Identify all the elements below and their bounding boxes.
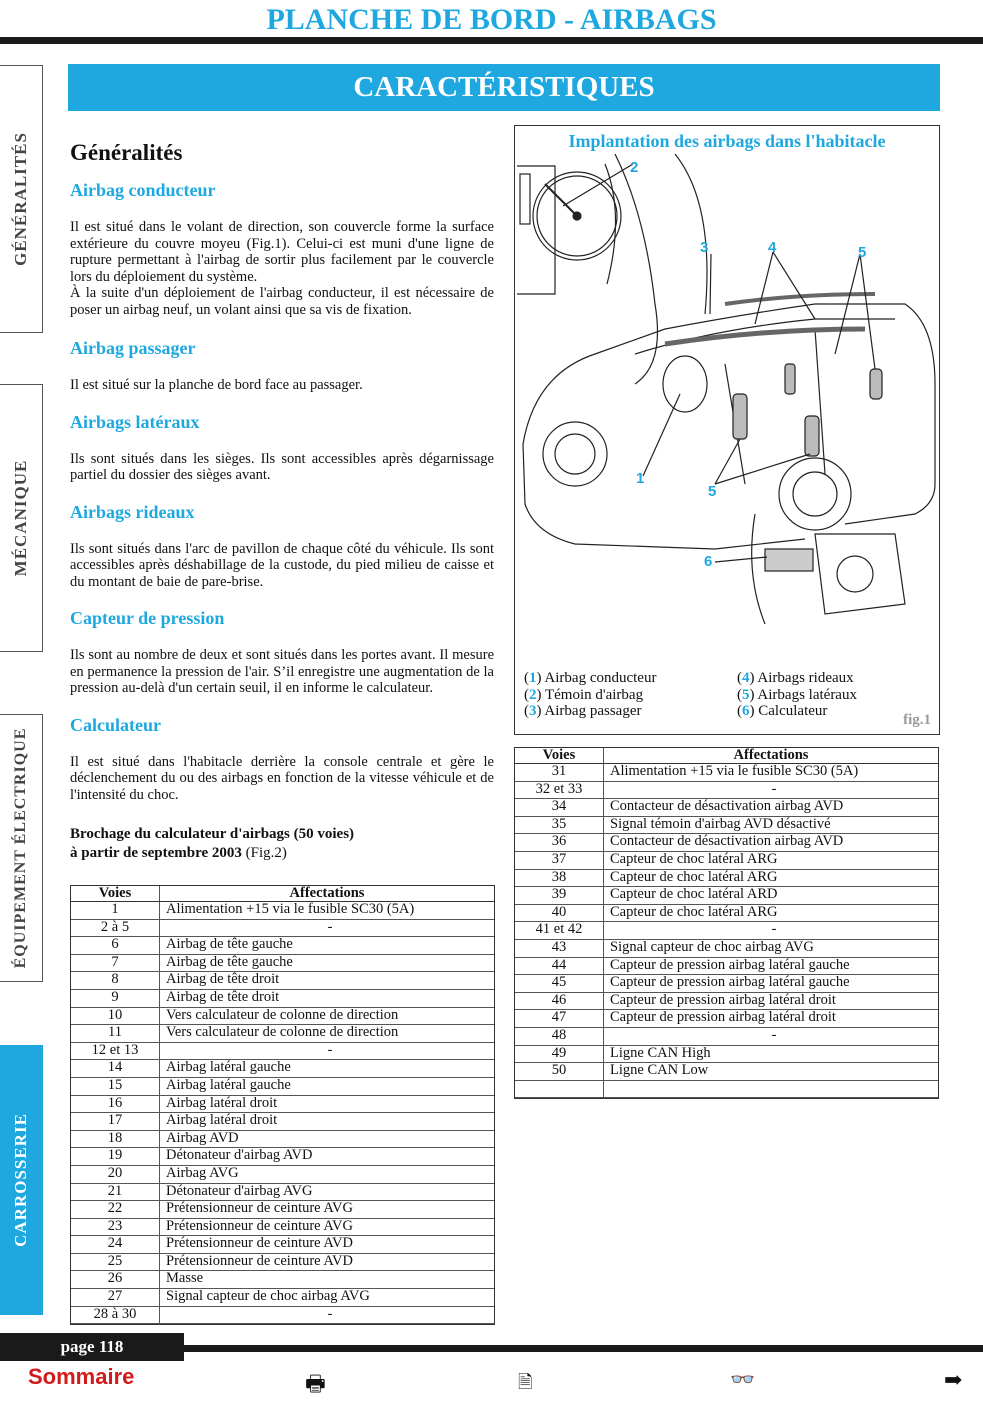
cell-affectation: Airbag de tête droit xyxy=(160,972,495,990)
table-row xyxy=(515,1045,938,1063)
cell-affectation: Airbag AVD xyxy=(160,1130,495,1148)
gear-selector xyxy=(837,556,873,592)
pinout-table-1 xyxy=(70,885,495,1325)
airbags-lateraux-title: Airbags latéraux xyxy=(70,411,200,432)
cell-affectation xyxy=(604,1080,939,1098)
printer-icon[interactable]: 🖶 xyxy=(305,1371,326,1396)
table-row xyxy=(71,919,494,937)
cell-voie: 37 xyxy=(515,851,604,869)
cell-affectation: Vers calculateur de colonne de direction xyxy=(160,1007,495,1025)
table-row xyxy=(515,764,938,782)
cell-voie: 40 xyxy=(515,904,604,922)
cell-voie: 17 xyxy=(71,1113,160,1131)
cell-affectation: Airbag latéral droit xyxy=(160,1095,495,1113)
table-row xyxy=(515,1080,938,1098)
cell-affectation: Capteur de pression airbag latéral droit xyxy=(604,992,939,1010)
cell-affectation: Ligne CAN High xyxy=(604,1045,939,1063)
cell-voie: 34 xyxy=(515,799,604,817)
cell-affectation: Airbag de tête gauche xyxy=(160,937,495,955)
cell-voie: 25 xyxy=(71,1253,160,1271)
legend-left xyxy=(524,670,656,720)
cell-affectation: Masse xyxy=(160,1271,495,1289)
airbags-rideaux-title: Airbags rideaux xyxy=(70,501,195,522)
side-tab-generalites[interactable] xyxy=(0,65,43,333)
cell-voie: 11 xyxy=(71,1025,160,1043)
cell-voie: 10 xyxy=(71,1007,160,1025)
roof-line xyxy=(635,319,895,354)
cell-affectation: - xyxy=(160,1306,495,1324)
cell-affectation: Prétensionneur de ceinture AVG xyxy=(160,1201,495,1219)
table-row xyxy=(71,1007,494,1025)
table-row xyxy=(515,975,938,993)
table-row xyxy=(515,957,938,975)
airbags-rideaux-text: Ils sont situés dans l'arc de pavillon de chaque côté du véhicule. Ils sont accessibles après déshabillage de la custode, du pied milieu de caisse et du montant de baie de pare-brise. xyxy=(70,540,494,590)
table-row xyxy=(71,1289,494,1307)
table-row xyxy=(71,902,494,920)
leader-2 xyxy=(563,164,633,206)
table-row xyxy=(71,954,494,972)
cell-voie: 15 xyxy=(71,1077,160,1095)
legend-item-1: (1) Airbag conducteur xyxy=(524,670,657,686)
table-header-voies: Voies xyxy=(71,886,160,902)
cell-voie: 36 xyxy=(515,834,604,852)
cell-affectation: - xyxy=(604,1027,939,1045)
cell-voie: 38 xyxy=(515,869,604,887)
cell-affectation: Airbag de tête gauche xyxy=(160,954,495,972)
side-tab-equipement-electrique[interactable] xyxy=(0,714,43,982)
table-row xyxy=(71,1060,494,1078)
cell-voie: 6 xyxy=(71,937,160,955)
cell-affectation: Alimentation +15 via le fusible SC30 (5A) xyxy=(160,902,495,920)
cell-voie: 48 xyxy=(515,1027,604,1045)
fuel-gauge xyxy=(520,174,530,224)
cell-voie: 7 xyxy=(71,954,160,972)
cell-voie: 45 xyxy=(515,975,604,993)
pinout-table-2 xyxy=(514,747,939,1099)
table-row xyxy=(515,1063,938,1081)
cell-affectation: Airbag AVG xyxy=(160,1165,495,1183)
side-airbag-front xyxy=(733,394,747,439)
cell-affectation: Capteur de choc latéral ARG xyxy=(604,869,939,887)
cell-affectation: Contacteur de désactivation airbag AVD xyxy=(604,799,939,817)
table-row xyxy=(515,781,938,799)
table-row xyxy=(515,992,938,1010)
callout-4: 4 xyxy=(768,239,777,256)
side-tab-label: ÉQUIPEMENT ÉLECTRIQUE xyxy=(12,727,29,969)
console-curve xyxy=(752,514,765,624)
leader-5b xyxy=(860,254,875,369)
cell-affectation: Signal capteur de choc airbag AVG xyxy=(160,1289,495,1307)
table-row xyxy=(515,904,938,922)
cell-voie: 20 xyxy=(71,1165,160,1183)
airbag-conducteur-text: Il est situé dans le volant de direction, son couvercle forme la surface extérieure du couvre moyeu (Fig.1). Celui-ci est muni d'une ligne de rupture permettant à l'airbag de sortir plus facilement par le couvercle lors du déploiement du système. xyxy=(70,219,494,285)
table-row xyxy=(71,972,494,990)
capteur-pression-title: Capteur de pression xyxy=(70,608,225,628)
left-column xyxy=(70,140,494,863)
table-row xyxy=(515,1027,938,1045)
cell-voie: 24 xyxy=(71,1236,160,1254)
legend-right xyxy=(737,670,857,720)
rear-wheel xyxy=(779,458,851,530)
cell-voie: 19 xyxy=(71,1148,160,1166)
table-row xyxy=(515,939,938,957)
cell-voie: 12 et 13 xyxy=(71,1042,160,1060)
lens-outline-2 xyxy=(675,154,707,314)
side-airbag-far xyxy=(870,369,882,399)
table-header-affectations: Affectations xyxy=(604,748,939,764)
cell-voie: 32 et 33 xyxy=(515,781,604,799)
table-row xyxy=(515,922,938,940)
callout-2: 2 xyxy=(630,159,639,176)
table-row xyxy=(515,799,938,817)
side-tab-label: MÉCANIQUE xyxy=(11,459,30,577)
steering-wheel xyxy=(663,356,707,412)
capteur-pression-text: Ils sont au nombre de deux et sont situés dans les portes avant. Il mesure en permanence la pression de l'air. S’il enregistre une augmentation de la pression au-delà d'un certain seuil, il en informe le calculateur. xyxy=(70,647,494,696)
cell-voie: 31 xyxy=(515,764,604,782)
top-rule xyxy=(0,37,983,44)
cell-affectation: Airbag de tête droit xyxy=(160,989,495,1007)
cell-voie: 23 xyxy=(71,1218,160,1236)
cell-voie: 28 à 30 xyxy=(71,1306,160,1324)
table-row xyxy=(71,1130,494,1148)
side-airbag-far-2 xyxy=(785,364,795,394)
legend-item-2: (2) Témoin d'airbag xyxy=(524,686,644,703)
cell-voie: 14 xyxy=(71,1060,160,1078)
table-row xyxy=(71,1236,494,1254)
cell-affectation: Contacteur de désactivation airbag AVD xyxy=(604,834,939,852)
sommaire-link[interactable]: Sommaire xyxy=(28,1364,135,1389)
section-banner: CARACTÉRISTIQUES xyxy=(68,64,940,111)
cell-voie: 9 xyxy=(71,989,160,1007)
brochage-title-line1: Brochage du calculateur d'airbags (50 voies) xyxy=(70,826,355,842)
airbag-conducteur-title: Airbag conducteur xyxy=(70,180,216,200)
cell-affectation: Détonateur d'airbag AVG xyxy=(160,1183,495,1201)
cell-affectation: Prétensionneur de ceinture AVD xyxy=(160,1253,495,1271)
table-row xyxy=(71,1025,494,1043)
callout-5-top: 5 xyxy=(858,244,867,261)
cell-voie: 46 xyxy=(515,992,604,1010)
rear-wheel-rim xyxy=(793,472,837,516)
cell-voie: 50 xyxy=(515,1063,604,1081)
table-row xyxy=(71,1218,494,1236)
speedometer-hub xyxy=(573,212,581,220)
cell-affectation: - xyxy=(604,781,939,799)
cell-affectation: Ligne CAN Low xyxy=(604,1063,939,1081)
side-tab-label: GÉNÉRALITÉS xyxy=(11,132,30,266)
side-tab-label: CARROSSERIE xyxy=(11,1113,30,1247)
table-row xyxy=(515,869,938,887)
table-row xyxy=(515,1010,938,1028)
console-frame xyxy=(815,534,905,614)
side-tab-carrosserie[interactable] xyxy=(0,1045,43,1315)
cell-voie: 35 xyxy=(515,816,604,834)
page-number: page 118 xyxy=(0,1333,184,1361)
table-row xyxy=(71,1077,494,1095)
curtain-airbag xyxy=(665,329,865,344)
table-row xyxy=(71,1201,494,1219)
table-row xyxy=(515,834,938,852)
cell-voie: 18 xyxy=(71,1130,160,1148)
binoculars-icon[interactable]: 👓 xyxy=(730,1369,755,1391)
cell-voie: 8 xyxy=(71,972,160,990)
table-header-voies: Voies xyxy=(515,748,604,764)
cell-voie: 49 xyxy=(515,1045,604,1063)
side-tab-mecanique[interactable] xyxy=(0,384,43,652)
front-wheel xyxy=(543,422,607,486)
cell-affectation: - xyxy=(604,922,939,940)
cell-voie: 22 xyxy=(71,1201,160,1219)
leader-4a xyxy=(755,252,773,324)
airbag-passager-title: Airbag passager xyxy=(70,338,196,358)
table-row xyxy=(71,1042,494,1060)
cell-affectation: Airbag latéral gauche xyxy=(160,1077,495,1095)
callout-1: 1 xyxy=(636,470,645,487)
callout-3: 3 xyxy=(700,239,709,256)
cell-voie: 47 xyxy=(515,1010,604,1028)
dash-curve xyxy=(605,164,616,284)
table-row xyxy=(515,887,938,905)
front-wheel-rim xyxy=(555,434,595,474)
cell-affectation: Prétensionneur de ceinture AVG xyxy=(160,1218,495,1236)
callout-6: 6 xyxy=(704,553,713,570)
figure-title: Implantation des airbags dans l'habitacle xyxy=(568,131,886,151)
cell-affectation: Capteur de choc latéral ARG xyxy=(604,851,939,869)
callout-5-bottom: 5 xyxy=(708,483,717,500)
airbag-conducteur-text2: À la suite d'un déploiement de l'airbag conducteur, il est nécessaire de poser un airbag neuf, un volant ainsi que sa vis de fixation. xyxy=(70,285,494,318)
legend-item-3: (3) Airbag passager xyxy=(524,703,642,719)
leader-1 xyxy=(643,394,680,476)
cell-affectation: Détonateur d'airbag AVD xyxy=(160,1148,495,1166)
cell-affectation: Airbag latéral droit xyxy=(160,1113,495,1131)
cell-affectation: Prétensionneur de ceinture AVD xyxy=(160,1236,495,1254)
cell-voie: 43 xyxy=(515,939,604,957)
table-row xyxy=(71,1165,494,1183)
legend-item-6: (6) Calculateur xyxy=(737,703,828,719)
cell-voie: 16 xyxy=(71,1095,160,1113)
cell-voie: 27 xyxy=(71,1289,160,1307)
leader-6 xyxy=(715,557,767,562)
cell-voie xyxy=(515,1080,604,1098)
airbags-lateraux-text: Ils sont situés dans les sièges. Ils sont accessibles après dégarnissage partiel du dossier des sièges avant. xyxy=(70,450,494,483)
cell-voie: 21 xyxy=(71,1183,160,1201)
table-row xyxy=(71,1148,494,1166)
legend-item-5: (5) Airbags latéraux xyxy=(737,686,857,703)
fig-label: fig.1 xyxy=(903,712,931,728)
cell-affectation: Capteur de choc latéral ARD xyxy=(604,887,939,905)
cell-affectation: Capteur de pression airbag latéral gauche xyxy=(604,957,939,975)
legend-item-4: (4) Airbags rideaux xyxy=(737,670,854,686)
table-row xyxy=(515,851,938,869)
brochage-title-line2: à partir de septembre 2003 xyxy=(70,845,242,861)
table-row xyxy=(515,816,938,834)
generalites-heading: Généralités xyxy=(70,140,183,165)
cell-affectation: Alimentation +15 via le fusible SC30 (5A) xyxy=(604,764,939,782)
cell-voie: 44 xyxy=(515,957,604,975)
table-row xyxy=(71,1113,494,1131)
cell-voie: 26 xyxy=(71,1271,160,1289)
table-row xyxy=(71,1306,494,1324)
cell-affectation: - xyxy=(160,1042,495,1060)
cell-voie: 1 xyxy=(71,902,160,920)
cell-affectation: Vers calculateur de colonne de direction xyxy=(160,1025,495,1043)
cell-affectation: Capteur de choc latéral ARG xyxy=(604,904,939,922)
table-row xyxy=(71,989,494,1007)
control-unit-box xyxy=(765,549,813,571)
cell-affectation: Airbag latéral gauche xyxy=(160,1060,495,1078)
table-row xyxy=(71,1183,494,1201)
page-title: PLANCHE DE BORD - AIRBAGS xyxy=(266,3,717,36)
arrow-right-icon[interactable]: ➡ xyxy=(944,1367,963,1392)
dashboard-panel xyxy=(517,166,555,294)
table-row xyxy=(71,1095,494,1113)
cell-voie: 41 et 42 xyxy=(515,922,604,940)
brochage-title xyxy=(70,825,494,863)
cell-affectation: Signal témoin d'airbag AVD désactivé xyxy=(604,816,939,834)
table-row xyxy=(71,1253,494,1271)
table-header-affectations: Affectations xyxy=(160,886,495,902)
table-row xyxy=(71,937,494,955)
cell-affectation: Signal capteur de choc airbag AVG xyxy=(604,939,939,957)
cell-voie: 39 xyxy=(515,887,604,905)
leader-3 xyxy=(710,254,711,314)
brochage-fig-ref: (Fig.2) xyxy=(245,845,287,861)
cell-affectation: - xyxy=(160,919,495,937)
cell-affectation: Capteur de pression airbag latéral droit xyxy=(604,1010,939,1028)
airbag-location-illustration xyxy=(515,154,939,674)
calculateur-text: Il est situé dans l'habitacle derrière la console centrale et gère le déclenchement du ou des airbags en fonction de la vitesse véhicule et de l'intensité du choc. xyxy=(70,753,494,803)
table-row xyxy=(71,1271,494,1289)
side-airbag-rear xyxy=(805,416,819,456)
cell-voie: 2 à 5 xyxy=(71,919,160,937)
figure-box xyxy=(514,125,940,735)
cell-affectation: Capteur de pression airbag latéral gauche xyxy=(604,975,939,993)
document-zoom-icon[interactable]: 🗎 xyxy=(518,1372,533,1392)
airbag-passager-text: Il est situé sur la planche de bord face au passager. xyxy=(70,377,363,393)
calculateur-title: Calculateur xyxy=(70,714,161,735)
car-lower-outline xyxy=(523,444,805,549)
